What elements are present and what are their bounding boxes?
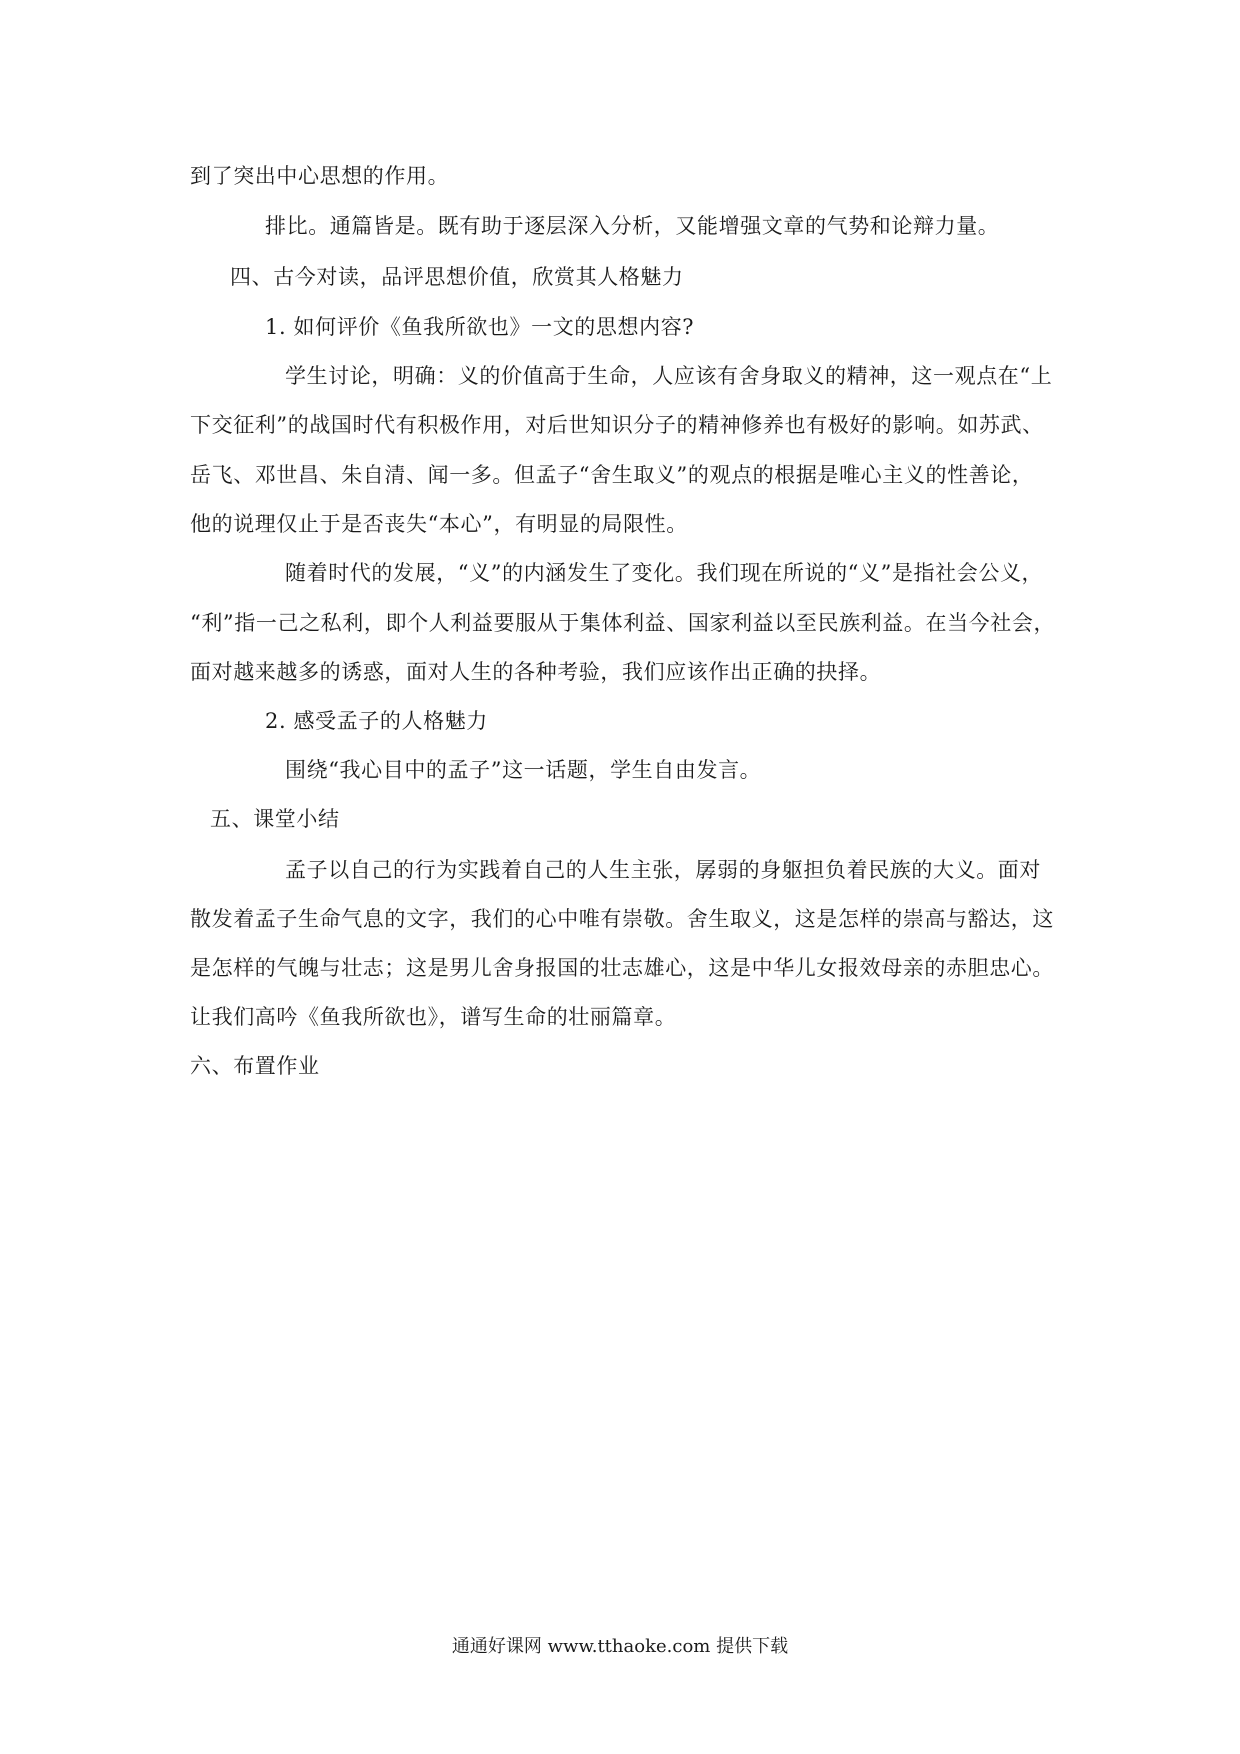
section-heading: 六、布置作业	[190, 1054, 320, 1078]
text-line: 面对越来越多的诱惑，面对人生的各种考验，我们应该作出正确的抉择。	[190, 660, 882, 684]
section-heading: 五、课堂小结	[210, 807, 340, 831]
text-line: 到了突出中心思想的作用。	[190, 164, 450, 188]
text-line: 让我们高吟《鱼我所欲也》，谱写生命的壮丽篇章。	[190, 1005, 677, 1029]
subheading: 1. 如何评价《鱼我所欲也》一文的思想内容?	[265, 315, 695, 339]
footer-download-note: 通通好课网 www.tthaoke.com 提供下载	[451, 1636, 789, 1657]
subheading: 2. 感受孟子的人格魅力	[265, 709, 488, 733]
text-line: 下交征利”的战国时代有积极作用，对后世知识分子的精神修养也有极好的影响。如苏武、	[190, 413, 1044, 437]
text-line: 岳飞、邓世昌、朱自清、闻一多。但孟子“舍生取义”的观点的根据是唯心主义的性善论，	[190, 463, 1034, 487]
text-line: 排比。通篇皆是。既有助于逐层深入分析，又能增强文章的气势和论辩力量。	[265, 214, 1000, 238]
text-line: “利”指一己之私利，即个人利益要服从于集体利益、国家利益以至民族利益。在当今社会，	[190, 611, 1056, 635]
text-line: 散发着孟子生命气息的文字，我们的心中唯有崇敬。舍生取义，这是怎样的崇高与豁达，这	[190, 907, 1054, 931]
text-line: 围绕“我心目中的孟子”这一话题，学生自由发言。	[285, 758, 762, 782]
text-line: 随着时代的发展，“义”的内涵发生了变化。我们现在所说的“义”是指社会公义，	[285, 561, 1044, 585]
text-line: 他的说理仅止于是否丧失“本心”，有明显的局限性。	[190, 512, 688, 536]
section-heading: 四、古今对读，品评思想价值，欣赏其人格魅力	[230, 265, 684, 289]
text-line: 学生讨论，明确：义的价值高于生命，人应该有舍身取义的精神，这一观点在“上	[285, 364, 1053, 388]
text-line: 孟子以自己的行为实践着自己的人生主张，孱弱的身躯担负着民族的大义。面对	[285, 858, 1041, 882]
text-line: 是怎样的气魄与壮志；这是男儿舍身报国的壮志雄心，这是中华儿女报效母亲的赤胆忠心。	[190, 956, 1054, 980]
